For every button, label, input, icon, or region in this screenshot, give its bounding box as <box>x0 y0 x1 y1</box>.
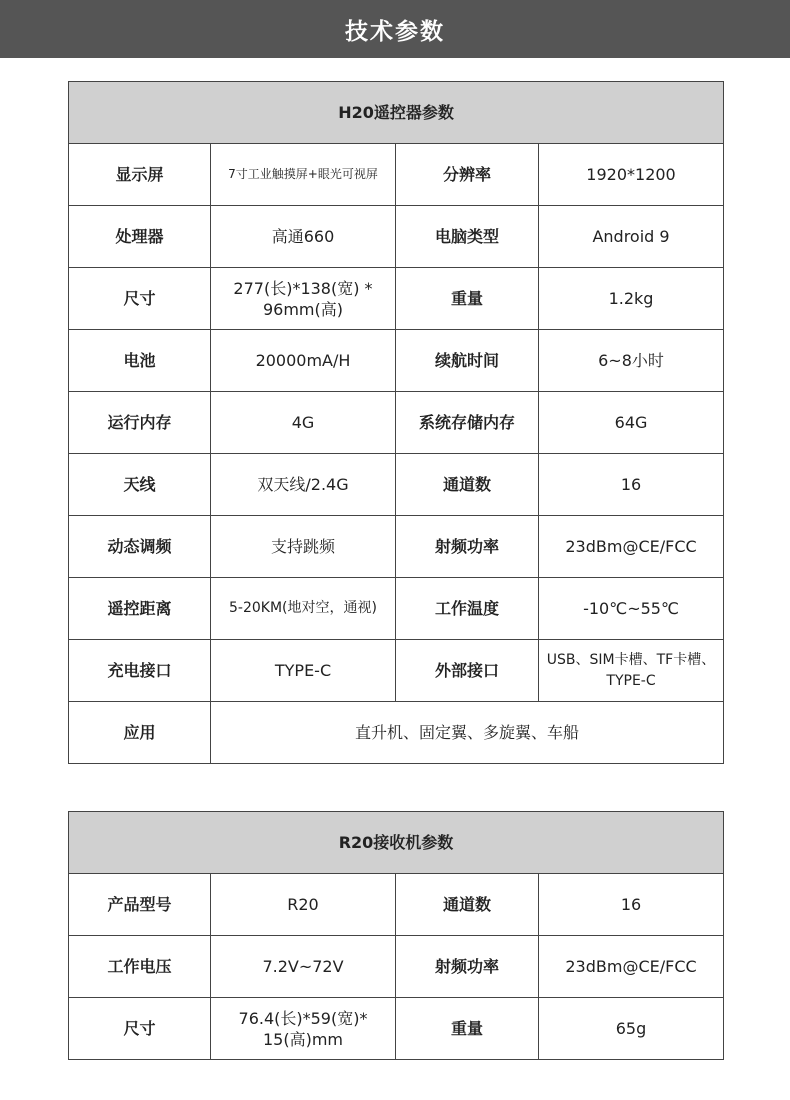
receiver-spec-table <box>68 811 724 1060</box>
table-header-row <box>69 812 724 874</box>
table-row <box>69 206 724 268</box>
spec-value: 4G <box>211 392 396 454</box>
spec-value: 20000mA/H <box>211 330 396 392</box>
table-row <box>69 268 724 330</box>
table-row <box>69 702 724 764</box>
table-row <box>69 392 724 454</box>
spec-label: 工作温度 <box>396 578 539 640</box>
spec-value: 23dBm@CE/FCC <box>539 936 724 998</box>
spec-label: 续航时间 <box>396 330 539 392</box>
spec-value: Android 9 <box>539 206 724 268</box>
spec-label: 电池 <box>69 330 211 392</box>
table-row <box>69 454 724 516</box>
spec-value: 64G <box>539 392 724 454</box>
table-row <box>69 144 724 206</box>
spec-label: 通道数 <box>396 874 539 936</box>
spec-value: 7寸工业触摸屏+眼光可视屏 <box>211 144 396 206</box>
table-row <box>69 516 724 578</box>
spec-label: 应用 <box>69 702 211 764</box>
spec-value: 直升机、固定翼、多旋翼、车船 <box>211 702 724 764</box>
spec-label: 外部接口 <box>396 640 539 702</box>
spec-label: 射频功率 <box>396 936 539 998</box>
spec-label: 电脑类型 <box>396 206 539 268</box>
spec-label: 运行内存 <box>69 392 211 454</box>
spec-label: 充电接口 <box>69 640 211 702</box>
spec-label: 产品型号 <box>69 874 211 936</box>
spec-value: 16 <box>539 874 724 936</box>
spec-value: 高通660 <box>211 206 396 268</box>
spec-label: 分辨率 <box>396 144 539 206</box>
spec-value: 277(长)*138(宽) * 96mm(高) <box>211 268 396 330</box>
spec-label: 重量 <box>396 998 539 1060</box>
spec-value: 23dBm@CE/FCC <box>539 516 724 578</box>
spec-label: 射频功率 <box>396 516 539 578</box>
spec-label: 显示屏 <box>69 144 211 206</box>
spec-label: 工作电压 <box>69 936 211 998</box>
table-row <box>69 936 724 998</box>
table-row <box>69 578 724 640</box>
table-row <box>69 998 724 1060</box>
remote-controller-spec-table <box>68 81 724 764</box>
spec-value: USB、SIM卡槽、TF卡槽、TYPE-C <box>539 640 724 702</box>
spec-label: 处理器 <box>69 206 211 268</box>
table-header-row <box>69 82 724 144</box>
table-title: R20接收机参数 <box>69 812 724 874</box>
page-title: 技术参数 <box>345 18 445 45</box>
table-row <box>69 640 724 702</box>
spec-label: 通道数 <box>396 454 539 516</box>
spec-value: 双天线/2.4G <box>211 454 396 516</box>
spec-value: 7.2V~72V <box>211 936 396 998</box>
spec-value: 1.2kg <box>539 268 724 330</box>
spec-value: 5-20KM(地对空，通视) <box>211 578 396 640</box>
spec-value: 支持跳频 <box>211 516 396 578</box>
spec-value: 16 <box>539 454 724 516</box>
table-row <box>69 330 724 392</box>
spec-value: TYPE-C <box>211 640 396 702</box>
spec-label: 遥控距离 <box>69 578 211 640</box>
spec-value: 6~8小时 <box>539 330 724 392</box>
spec-label: 尺寸 <box>69 268 211 330</box>
spec-label: 尺寸 <box>69 998 211 1060</box>
spec-value: 65g <box>539 998 724 1060</box>
spec-value: -10℃~55℃ <box>539 578 724 640</box>
spec-label: 天线 <box>69 454 211 516</box>
spec-label: 重量 <box>396 268 539 330</box>
spec-label: 动态调频 <box>69 516 211 578</box>
spec-value: 1920*1200 <box>539 144 724 206</box>
spec-value: R20 <box>211 874 396 936</box>
table-row <box>69 874 724 936</box>
table-title: H20遥控器参数 <box>69 82 724 144</box>
header-banner <box>0 0 790 58</box>
spec-label: 系统存储内存 <box>396 392 539 454</box>
spec-value: 76.4(长)*59(宽)* 15(高)mm <box>211 998 396 1060</box>
